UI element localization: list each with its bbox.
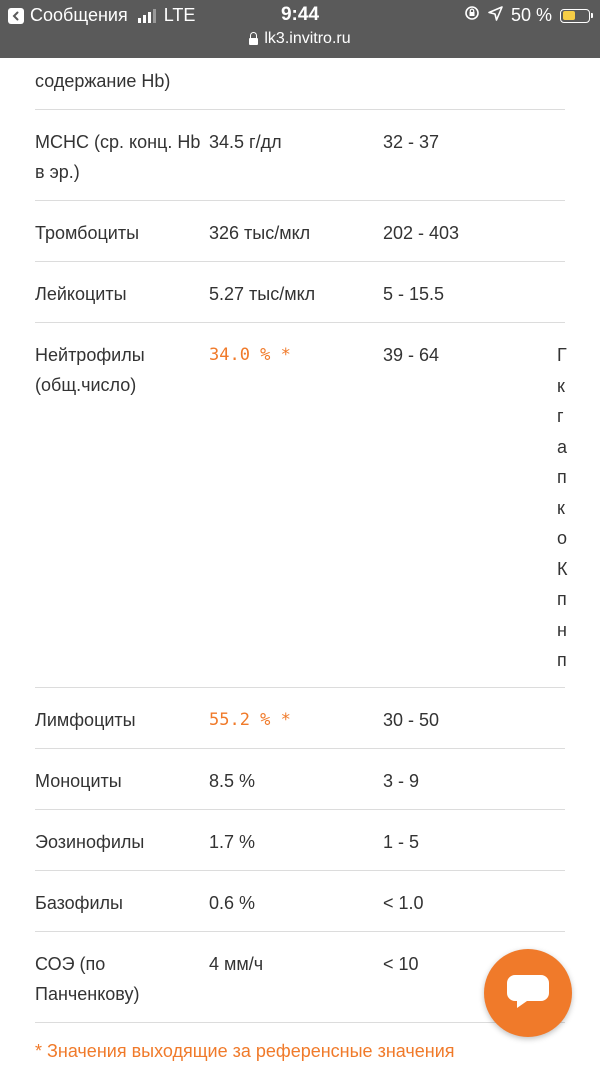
comment-line: н bbox=[557, 619, 567, 640]
row-value: 1.7 % bbox=[209, 832, 256, 852]
row-reference: < 1.0 bbox=[383, 893, 424, 913]
row-name: Моноциты bbox=[35, 771, 122, 791]
value-text: 55.2 % bbox=[209, 710, 271, 730]
row-name: Эозинофилы bbox=[35, 832, 145, 852]
comment-line: г bbox=[557, 406, 564, 426]
network-type: LTE bbox=[163, 5, 196, 25]
table-row bbox=[35, 201, 565, 262]
row-reference: 30 - 50 bbox=[383, 710, 440, 730]
back-label: Сообщения bbox=[30, 5, 128, 25]
row-reference: 202 - 403 bbox=[383, 223, 460, 243]
row-reference: 39 - 64 bbox=[383, 345, 440, 365]
battery-icon bbox=[560, 9, 590, 23]
comment-line: п bbox=[557, 650, 567, 670]
comment-line: Г bbox=[557, 345, 567, 365]
comment-line: п bbox=[557, 467, 567, 487]
row-name: содержание Hb) bbox=[35, 71, 171, 91]
row-comment-truncated bbox=[557, 340, 568, 676]
row-reference: 5 - 15.5 bbox=[383, 284, 445, 304]
row-name: Нейтрофилы (общ.число) bbox=[35, 345, 145, 395]
table-row bbox=[35, 871, 565, 932]
table-row bbox=[35, 323, 568, 688]
row-name: СОЭ (по Панченкову) bbox=[35, 954, 140, 1004]
table-row bbox=[35, 58, 565, 110]
row-value-out-of-range bbox=[209, 705, 379, 735]
lock-icon bbox=[249, 38, 258, 45]
row-name: Лейкоциты bbox=[35, 284, 127, 304]
chat-button[interactable] bbox=[484, 949, 572, 1037]
clock: 9:44 bbox=[280, 4, 320, 25]
url-text: lk3.invitro.ru bbox=[264, 30, 351, 47]
out-of-range-flag: * bbox=[280, 345, 291, 365]
table-row bbox=[35, 749, 565, 810]
comment-line: о bbox=[557, 528, 568, 548]
row-name: MCHC (ср. конц. Hb в эр.) bbox=[35, 132, 201, 182]
table-row bbox=[35, 810, 565, 871]
row-name: Базофилы bbox=[35, 893, 123, 913]
row-value-out-of-range bbox=[209, 340, 379, 370]
row-value: 0.6 % bbox=[209, 893, 256, 913]
status-bar bbox=[0, 0, 600, 58]
row-value: 4 мм/ч bbox=[209, 954, 264, 974]
row-value: 326 тыс/мкл bbox=[209, 223, 311, 243]
comment-line: к bbox=[557, 497, 565, 518]
table-row bbox=[35, 688, 565, 749]
out-of-range-flag: * bbox=[280, 710, 291, 730]
row-value: 8.5 % bbox=[209, 771, 256, 791]
row-value: 34.5 г/дл bbox=[209, 132, 282, 152]
results-table bbox=[35, 58, 568, 1023]
row-reference: 32 - 37 bbox=[383, 132, 440, 152]
table-row bbox=[35, 110, 565, 201]
table-row bbox=[35, 262, 565, 323]
orientation-lock-icon bbox=[464, 5, 480, 26]
comment-line: К bbox=[557, 558, 568, 579]
out-of-range-footnote: * Значения выходящие за референсные значения bbox=[35, 1041, 455, 1061]
comment-line: к bbox=[557, 375, 565, 396]
row-name: Лимфоциты bbox=[35, 710, 136, 730]
row-reference: 1 - 5 bbox=[383, 832, 420, 852]
row-value: 5.27 тыс/мкл bbox=[209, 284, 316, 304]
battery-percent: 50 % bbox=[510, 5, 552, 25]
address-bar[interactable] bbox=[0, 30, 600, 48]
chat-bubble-icon bbox=[505, 971, 551, 1016]
comment-line: а bbox=[557, 436, 568, 457]
value-text: 34.0 % bbox=[209, 345, 271, 365]
row-name: Тромбоциты bbox=[35, 223, 140, 243]
status-icons bbox=[464, 5, 590, 26]
comment-line: п bbox=[557, 589, 567, 609]
row-reference: 3 - 9 bbox=[383, 771, 420, 791]
location-arrow-icon bbox=[488, 5, 503, 26]
row-reference: < 10 bbox=[383, 954, 419, 974]
